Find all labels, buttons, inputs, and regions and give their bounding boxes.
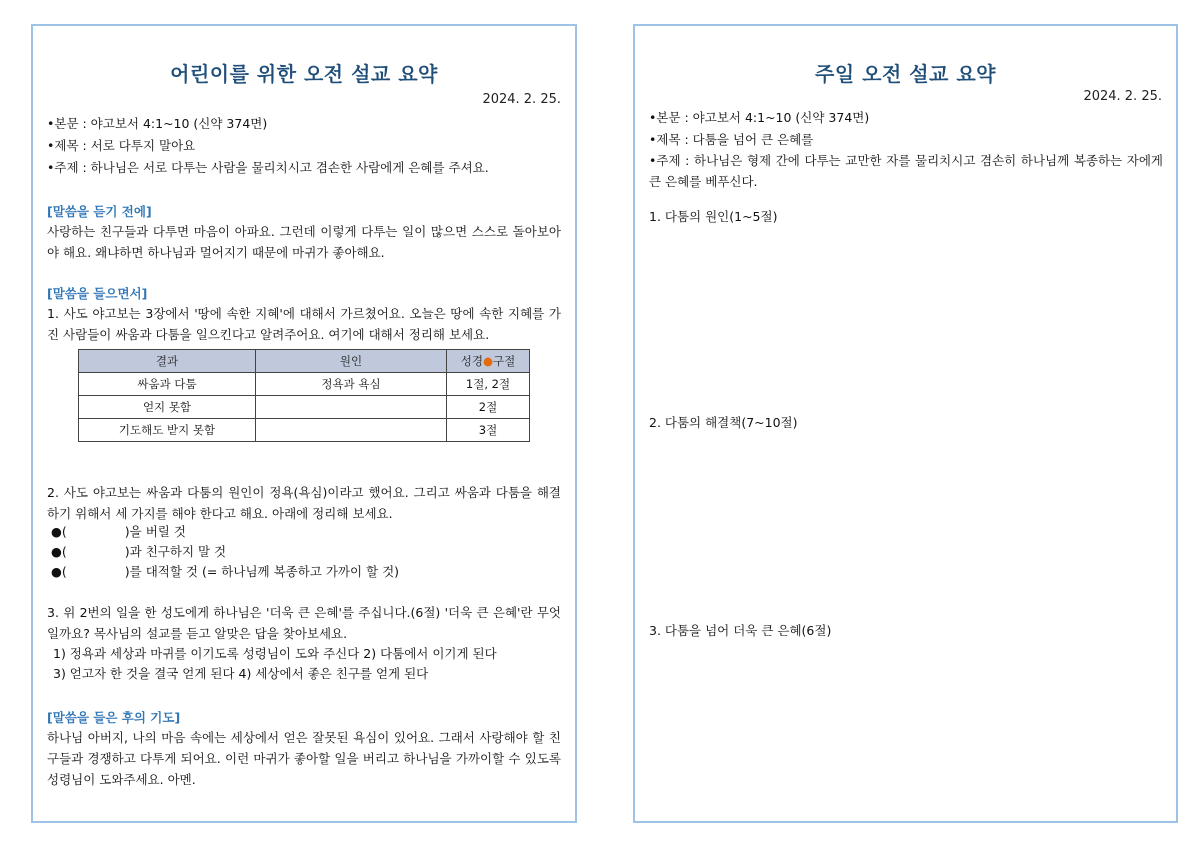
answer-options-line-1: 1) 정욕과 세상과 마귀를 이기도록 성령님이 도와 주신다 2) 다툼에서 이기게 된다 bbox=[53, 646, 497, 661]
sermon-title-line: •제목 : 서로 다투지 말아요 bbox=[47, 138, 196, 153]
answer-options-line-2: 3) 얻고자 한 것을 결국 얻게 된다 4) 세상에서 좋은 친구를 얻게 된다 bbox=[53, 666, 429, 681]
table-header-verse-part2: 구절 bbox=[493, 354, 516, 368]
table-cell: 얻지 못함 bbox=[79, 396, 256, 419]
bullet-item: ●( )를 대적할 것 (= 하나님께 복종하고 가까이 할 것) bbox=[51, 564, 400, 579]
table-header-verse-part1: 성경 bbox=[460, 354, 483, 368]
before-section-heading: [말씀을 듣기 전에] bbox=[47, 204, 152, 219]
summary-table bbox=[78, 349, 530, 442]
sunday-sermon-page bbox=[633, 24, 1178, 823]
bullet-item: ●( )을 버릴 것 bbox=[51, 524, 186, 539]
children-sermon-page bbox=[31, 24, 577, 823]
page-title: 어린이를 위한 오전 설교 요약 bbox=[170, 62, 438, 86]
table-header-verse bbox=[447, 350, 530, 373]
point-2: 2. 다툼의 해결책(7~10절) bbox=[649, 415, 798, 430]
after-section-heading: [말씀을 들은 후의 기도] bbox=[47, 710, 181, 725]
table-row bbox=[79, 419, 530, 442]
table-cell: 2절 bbox=[447, 396, 530, 419]
point-3: 3. 다툼을 넘어 더욱 큰 은혜(6절) bbox=[649, 623, 832, 638]
before-section-text: 사랑하는 친구들과 다투면 마음이 아파요. 그런데 이렇게 다투는 일이 많으면 스스로 돌아보아야 해요. 왜냐하면 하나님과 멀어지기 때문에 마귀가 좋아해요. bbox=[47, 224, 561, 260]
table-header-row bbox=[79, 350, 530, 373]
table-row bbox=[79, 373, 530, 396]
sermon-date: 2024. 2. 25. bbox=[1083, 89, 1162, 104]
question-3-text: 3. 위 2번의 일을 한 성도에게 하나님은 '더욱 큰 은혜'를 주십니다.(6절) '더욱 큰 은혜'란 무엇일까요? 목사님의 설교를 듣고 알맞은 답을 찾아보세요. bbox=[47, 605, 561, 641]
table-cell: 1절, 2절 bbox=[447, 373, 530, 396]
table-row bbox=[79, 396, 530, 419]
sermon-date: 2024. 2. 25. bbox=[482, 92, 561, 107]
table-cell: 싸움과 다툼 bbox=[79, 373, 256, 396]
theme-line: •주제 : 하나님은 서로 다투는 사람을 물리치시고 겸손한 사람에게 은혜를 주셔요. bbox=[47, 160, 489, 175]
question-1-text: 1. 사도 야고보는 3장에서 '땅에 속한 지혜'에 대해서 가르쳤어요. 오늘은 땅에 속한 지혜를 가진 사람들이 싸움과 다툼을 일으킨다고 알려주어요. 여기에 대해서 정리해 보세요. bbox=[47, 306, 561, 342]
table-cell bbox=[256, 419, 447, 442]
table-cell: 정욕과 욕심 bbox=[256, 373, 447, 396]
scripture-line: •본문 : 야고보서 4:1~10 (신약 374면) bbox=[47, 116, 268, 131]
table-cell: 3절 bbox=[447, 419, 530, 442]
table-header-result: 결과 bbox=[79, 350, 256, 373]
table-header-cause: 원인 bbox=[256, 350, 447, 373]
bullet-item: ●( )과 친구하지 말 것 bbox=[51, 544, 227, 559]
prayer-text: 하나님 아버지, 나의 마음 속에는 세상에서 얻은 잘못된 욕심이 있어요. 그래서 사랑해야 할 친구들과 경쟁하고 다투게 되어요. 이런 마귀가 좋아할 일을 버리고 하나님을 가까이할 수 있도록 성령님이 도와주세요. 아멘. bbox=[47, 730, 561, 787]
table-cell: 기도해도 받지 못함 bbox=[79, 419, 256, 442]
theme-line: •주제 : 하나님은 형제 간에 다투는 교만한 자를 물리치시고 겸손히 하나님께 복종하는 자에게 큰 은혜를 베푸신다. bbox=[649, 153, 1163, 189]
question-2-text: 2. 사도 야고보는 싸움과 다툼의 원인이 정욕(욕심)이라고 했어요. 그리고 싸움과 다툼을 해결하기 위해서 세 가지를 해야 한다고 해요. 아래에 정리해 보세요. bbox=[47, 485, 561, 521]
dot-icon: ● bbox=[482, 354, 494, 368]
during-section-heading: [말씀을 들으면서] bbox=[47, 286, 148, 301]
sermon-title-line: •제목 : 다툼을 넘어 큰 은혜를 bbox=[649, 132, 814, 147]
scripture-line: •본문 : 야고보서 4:1~10 (신약 374면) bbox=[649, 110, 870, 125]
table-cell bbox=[256, 396, 447, 419]
point-1: 1. 다툼의 원인(1~5절) bbox=[649, 209, 778, 224]
page-title: 주일 오전 설교 요약 bbox=[815, 62, 996, 86]
